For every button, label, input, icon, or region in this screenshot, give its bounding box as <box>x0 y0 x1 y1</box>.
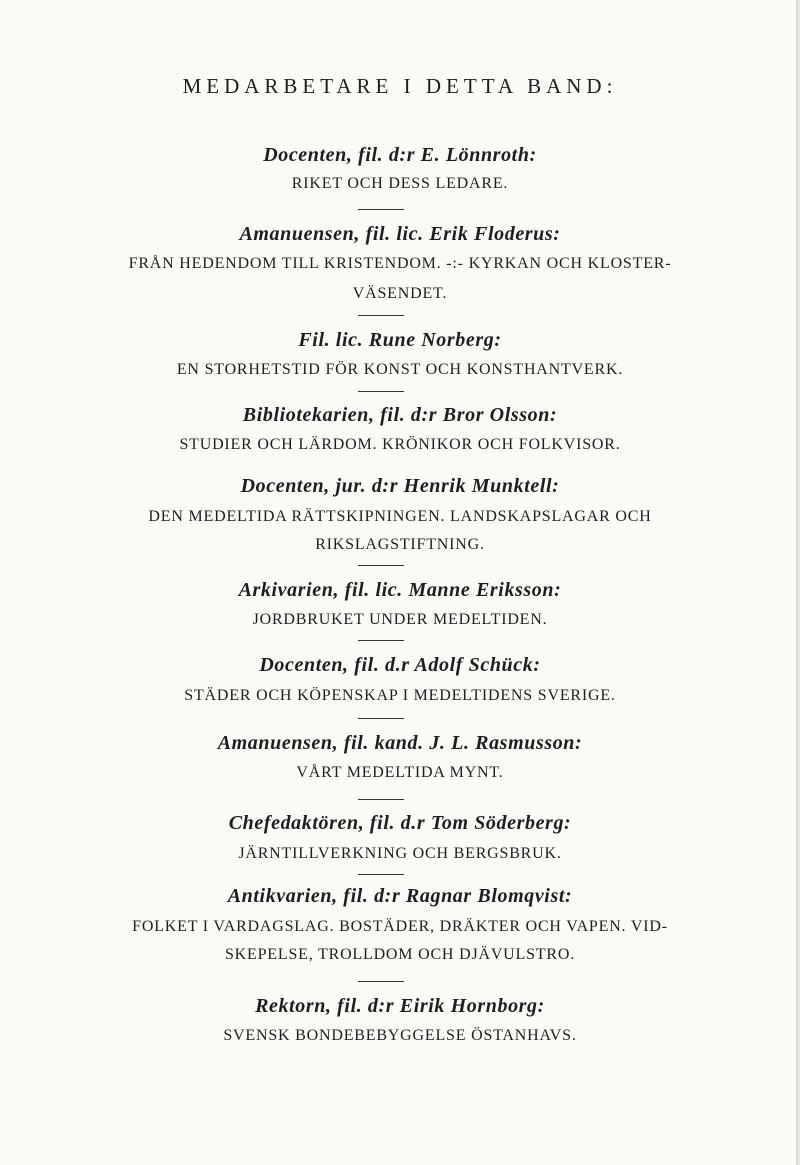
contributor-author: Amanuensen, fil. kand. J. L. Rasmusson: <box>217 732 583 754</box>
separator-rule <box>358 874 404 875</box>
contribution-title: STUDIER OCH LÄRDOM. KRÖNIKOR OCH FOLKVISOR. <box>179 436 621 453</box>
separator-rule <box>358 640 404 641</box>
separator-rule <box>358 981 404 982</box>
contributor-author: Bibliotekarien, fil. d:r Bror Olsson: <box>242 404 558 426</box>
contribution-title: VÄSENDET. <box>352 285 448 302</box>
separator-rule <box>358 209 404 210</box>
separator-rule <box>358 718 404 719</box>
contributor-author: Docenten, jur. d:r Henrik Munktell: <box>240 475 560 497</box>
contributor-author: Chefedaktören, fil. d.r Tom Söderberg: <box>228 812 572 834</box>
separator-rule <box>358 799 404 800</box>
contributor-author: Fil. lic. Rune Norberg: <box>298 329 502 351</box>
contributor-author: Antikvarien, fil. d:r Ragnar Blomqvist: <box>227 885 573 907</box>
separator-rule <box>358 565 404 566</box>
contributor-author: Docenten, fil. d:r E. Lönnroth: <box>263 144 537 166</box>
page-heading: MEDARBETARE I DETTA BAND: <box>182 74 618 98</box>
contribution-title: DEN MEDELTIDA RÄTTSKIPNINGEN. LANDSKAPSLAGAR OCH <box>148 508 652 525</box>
contribution-title: VÅRT MEDELTIDA MYNT. <box>296 764 504 781</box>
page-edge-shadow <box>796 0 800 1165</box>
contribution-title: SKEPELSE, TROLLDOM OCH DJÄVULSTRO. <box>224 946 576 963</box>
contribution-title: RIKET OCH DESS LEDARE. <box>291 175 509 192</box>
separator-rule <box>358 391 404 392</box>
contributor-author: Amanuensen, fil. lic. Erik Floderus: <box>239 223 561 245</box>
contribution-title: STÄDER OCH KÖPENSKAP I MEDELTIDENS SVERIGE. <box>184 687 616 704</box>
separator-rule <box>358 315 404 316</box>
contribution-title: RIKSLAGSTIFTNING. <box>315 536 485 553</box>
contribution-title: FOLKET I VARDAGSLAG. BOSTÄDER, DRÄKTER OCH VAPEN. VID- <box>132 918 668 935</box>
contributor-author: Arkivarien, fil. lic. Manne Eriksson: <box>238 579 562 601</box>
contribution-title: EN STORHETSTID FÖR KONST OCH KONSTHANTVERK. <box>176 361 624 378</box>
contribution-title: JORDBRUKET UNDER MEDELTIDEN. <box>252 611 548 628</box>
contribution-title: JÄRNTILLVERKNING OCH BERGSBRUK. <box>238 845 562 862</box>
contributor-author: Rektorn, fil. d:r Eirik Hornborg: <box>255 995 545 1017</box>
contribution-title: FRÅN HEDENDOM TILL KRISTENDOM. -:- KYRKAN OCH KLOSTER- <box>128 255 672 272</box>
contribution-title: SVENSK BONDEBEBYGGELSE ÖSTANHAVS. <box>223 1027 577 1044</box>
contributor-author: Docenten, fil. d.r Adolf Schück: <box>259 654 541 676</box>
